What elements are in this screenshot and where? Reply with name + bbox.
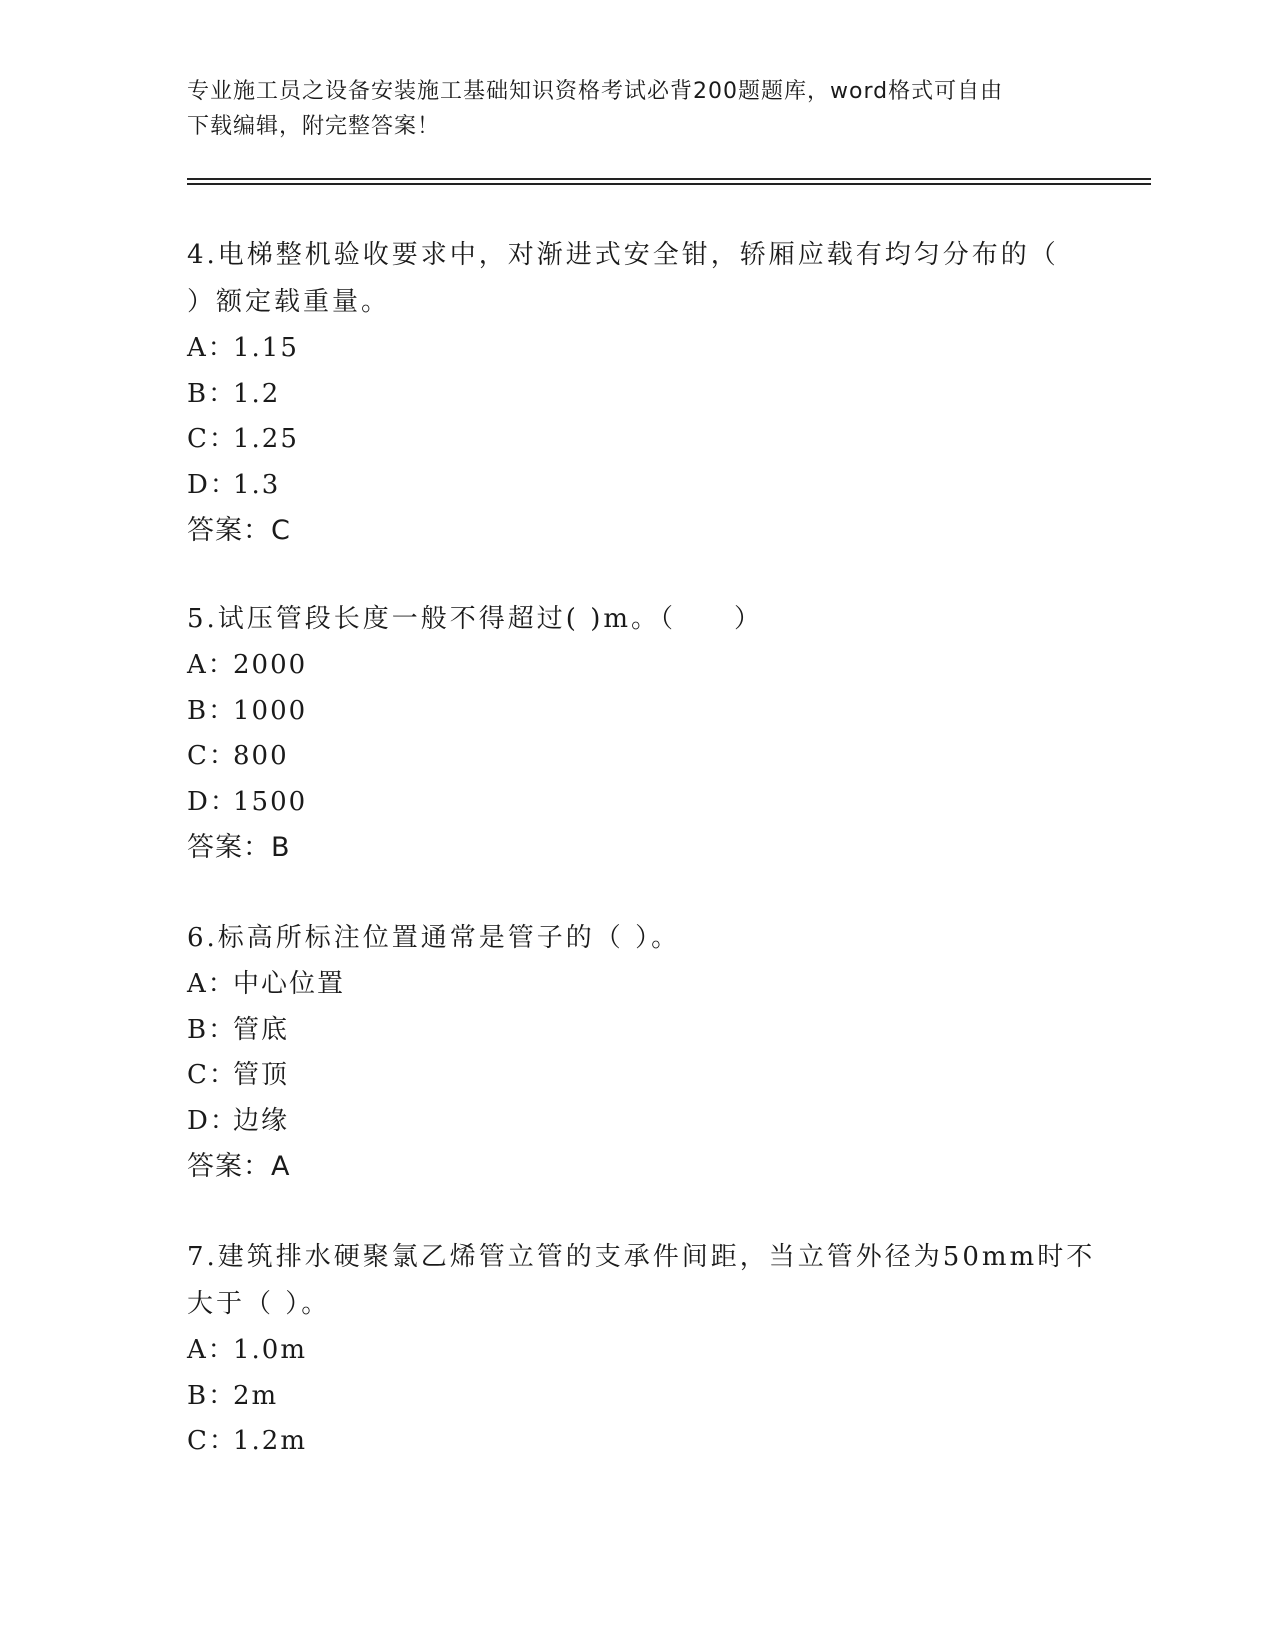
option-key: C： xyxy=(187,1060,237,1090)
question-stem-line: 6.标高所标注位置通常是管子的（ ）。 xyxy=(187,923,681,953)
question-4 xyxy=(187,232,1087,554)
question-stem xyxy=(187,596,1087,643)
option-b xyxy=(187,1374,1087,1420)
option-key: D： xyxy=(187,786,238,817)
question-6 xyxy=(187,915,1087,1190)
option-key: C： xyxy=(187,1426,237,1456)
option-text: 800 xyxy=(233,741,289,771)
option-key: A： xyxy=(187,650,236,680)
header-divider-top xyxy=(187,178,1151,180)
option-c xyxy=(187,1419,1087,1465)
option-a xyxy=(187,962,1087,1008)
option-b xyxy=(187,1008,1087,1054)
option-key: B： xyxy=(187,1380,237,1411)
question-stem xyxy=(187,915,1087,962)
option-key: A： xyxy=(187,969,236,999)
option-text: 1.2m xyxy=(233,1426,308,1456)
header-title-line-2: 下载编辑，附完整答案！ xyxy=(187,114,441,139)
option-key: A： xyxy=(187,1335,236,1365)
option-b xyxy=(187,372,1087,418)
question-stem-line: 4.电梯整机验收要求中，对渐进式安全钳，轿厢应载有均匀分布的（ xyxy=(187,240,1059,270)
header-divider-bottom xyxy=(187,183,1151,185)
option-text: 管底 xyxy=(233,1014,290,1045)
option-a xyxy=(187,1328,1087,1374)
option-text: 1.25 xyxy=(233,424,299,454)
option-key: B： xyxy=(187,695,237,726)
option-text: 1.3 xyxy=(233,469,281,500)
option-key: C： xyxy=(187,424,237,454)
option-text: 边缘 xyxy=(233,1105,290,1136)
option-c xyxy=(187,417,1087,463)
question-stem-line: 大于（ ）。 xyxy=(187,1289,331,1319)
option-d xyxy=(187,1099,1087,1145)
header-title-line-1: 专业施工员之设备安装施工基础知识资格考试必背200题题库，word格式可自由 xyxy=(187,79,1004,104)
option-key: B： xyxy=(187,1014,237,1045)
option-key: C： xyxy=(187,741,237,771)
question-stem-line: 5.试压管段长度一般不得超过( )m。（ ） xyxy=(187,604,764,634)
option-text: 1.15 xyxy=(233,333,299,363)
option-text: 1000 xyxy=(233,695,308,726)
question-stem xyxy=(187,1234,1096,1328)
option-d xyxy=(187,463,1087,509)
document-header xyxy=(187,74,1087,144)
option-text: 2m xyxy=(233,1380,279,1411)
option-text: 1500 xyxy=(233,786,308,817)
answer-line: 答案：B xyxy=(187,832,291,863)
option-a xyxy=(187,643,1087,689)
option-key: D： xyxy=(187,469,238,500)
option-c xyxy=(187,1053,1087,1099)
option-a xyxy=(187,326,1087,372)
option-text: 2000 xyxy=(233,650,308,680)
question-7 xyxy=(187,1234,1096,1465)
answer-line: 答案：C xyxy=(187,515,291,546)
question-stem-line: 7.建筑排水硬聚氯乙烯管立管的支承件间距，当立管外径为50mm时不 xyxy=(187,1242,1096,1272)
option-key: A： xyxy=(187,333,236,363)
option-key: B： xyxy=(187,378,237,409)
answer-line: 答案：A xyxy=(187,1151,291,1182)
question-stem xyxy=(187,232,1087,326)
option-b xyxy=(187,689,1087,735)
question-5 xyxy=(187,596,1087,871)
question-stem-line: ）额定载重量。 xyxy=(187,287,391,317)
option-text: 中心位置 xyxy=(233,969,346,999)
option-d xyxy=(187,780,1087,826)
option-text: 1.0m xyxy=(233,1335,308,1365)
option-text: 1.2 xyxy=(233,378,281,409)
option-text: 管顶 xyxy=(233,1060,290,1090)
option-key: D： xyxy=(187,1105,238,1136)
option-c xyxy=(187,734,1087,780)
